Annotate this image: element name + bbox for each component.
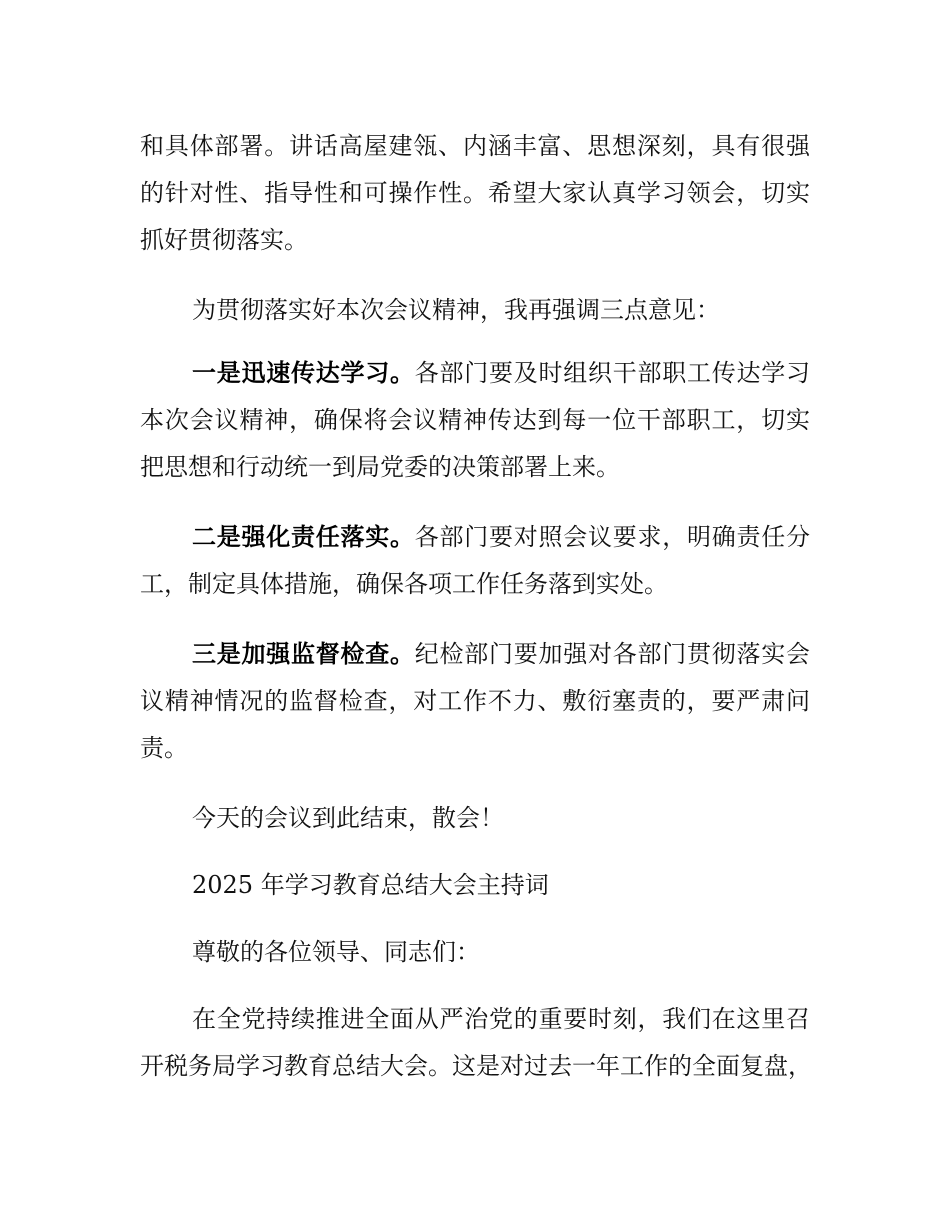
paragraph-line: 责。	[140, 734, 188, 762]
paragraph-line: 本次会议精神，确保将会议精神传达到每一位干部职工，切实	[140, 406, 810, 434]
paragraph-line: 抓好贯彻落实。	[140, 226, 308, 254]
point-heading: 二是强化责任落实。	[192, 522, 415, 551]
paragraph-line: 为贯彻落实好本次会议精神，我再强调三点意见：	[192, 296, 720, 324]
paragraph-line	[192, 520, 810, 554]
paragraph-line: 在全党持续推进全面从严治党的重要时刻，我们在这里召	[192, 1005, 810, 1033]
point-heading: 三是加强监督检查。	[192, 639, 415, 668]
section-title: 2025 年学习教育总结大会主持词	[192, 871, 549, 899]
salutation: 尊敬的各位领导、同志们：	[192, 938, 480, 966]
paragraph-line: 工，制定具体措施，确保各项工作任务落到实处。	[140, 570, 668, 598]
point-text: 纪检部门要加强对各部门贯彻落实会	[414, 640, 810, 668]
paragraph-line: 议精神情况的监督检查，对工作不力、敷衍塞责的，要严肃问	[140, 687, 810, 715]
paragraph-line: 和具体部署。讲话高屋建瓴、内涵丰富、思想深刻，具有很强	[140, 132, 810, 160]
paragraph-line: 开税务局学习教育总结大会。这是对过去一年工作的全面复盘，	[140, 1052, 812, 1080]
point-text: 各部门要对照会议要求，明确责任分	[414, 523, 810, 551]
point-text: 各部门要及时组织干部职工传达学习	[414, 359, 810, 387]
paragraph-line: 把思想和行动统一到局党委的决策部署上来。	[140, 453, 620, 481]
point-heading: 一是迅速传达学习。	[192, 358, 415, 387]
paragraph-line: 今天的会议到此结束，散会！	[192, 804, 504, 832]
paragraph-line	[192, 637, 810, 671]
paragraph-line: 的针对性、指导性和可操作性。希望大家认真学习领会，切实	[140, 179, 810, 207]
paragraph-line	[192, 356, 810, 390]
